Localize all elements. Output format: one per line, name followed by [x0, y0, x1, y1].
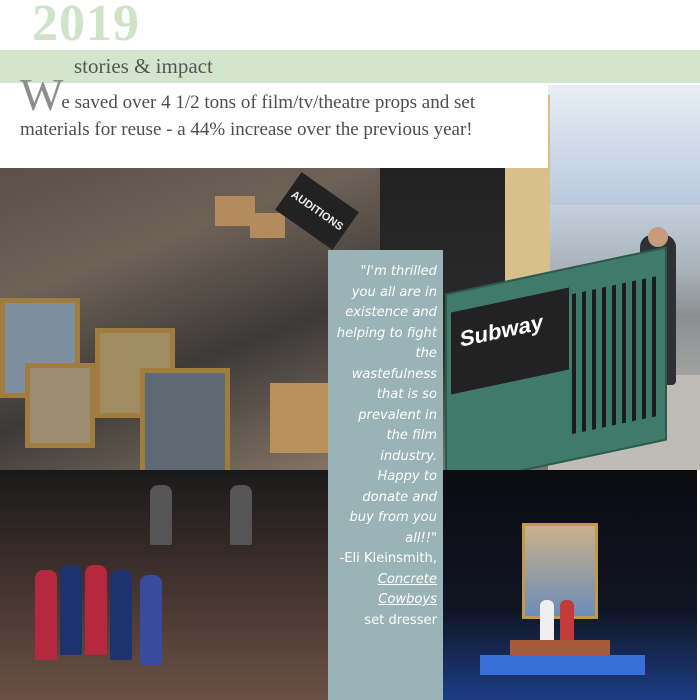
- sky: [548, 85, 700, 205]
- section-subtitle: stories & impact: [74, 54, 213, 78]
- actor-shield: [150, 485, 172, 545]
- stage-figure: [540, 600, 554, 640]
- testimonial-attribution: -Eli Kleinsmith,: [339, 551, 437, 566]
- railing-bars: [572, 276, 658, 434]
- props-warehouse-photo: [0, 168, 380, 470]
- testimonial-quote: "I'm thrilled you all are in existence and helping to fight the wastefulness that is so prevalent in the film industry. Happy to donate and buy from you all!!": [336, 264, 437, 546]
- actor: [85, 565, 107, 655]
- testimonial-role: set dresser: [364, 612, 437, 628]
- stage-play-photo: [0, 470, 328, 700]
- company-link[interactable]: Concrete Cowboys: [377, 571, 437, 607]
- auditions-sign: AUDITIONS: [275, 172, 359, 250]
- subway-sign-text: Subway: [460, 309, 544, 352]
- stage-platform: [480, 655, 645, 675]
- stage-step: [510, 640, 610, 655]
- testimonial: [334, 262, 437, 631]
- actor: [60, 565, 82, 655]
- worker-head: [648, 227, 668, 247]
- actor-shield: [230, 485, 252, 545]
- actor: [35, 570, 57, 660]
- framed-painting: [140, 368, 230, 470]
- actor: [140, 575, 162, 665]
- cardboard-box: [215, 196, 255, 226]
- framed-painting: [25, 363, 95, 448]
- director-chair: [270, 383, 330, 453]
- drop-cap: W: [20, 69, 64, 120]
- impact-statement: [20, 69, 540, 143]
- impact-text: e saved over 4 1/2 tons of film/tv/theatre props and set materials for reuse - a 44% increase over the previous year!: [20, 92, 476, 140]
- stage-figure: [560, 600, 574, 640]
- cardboard-box: [250, 213, 285, 238]
- actor: [110, 570, 132, 660]
- year-heading: 2019: [32, 0, 140, 52]
